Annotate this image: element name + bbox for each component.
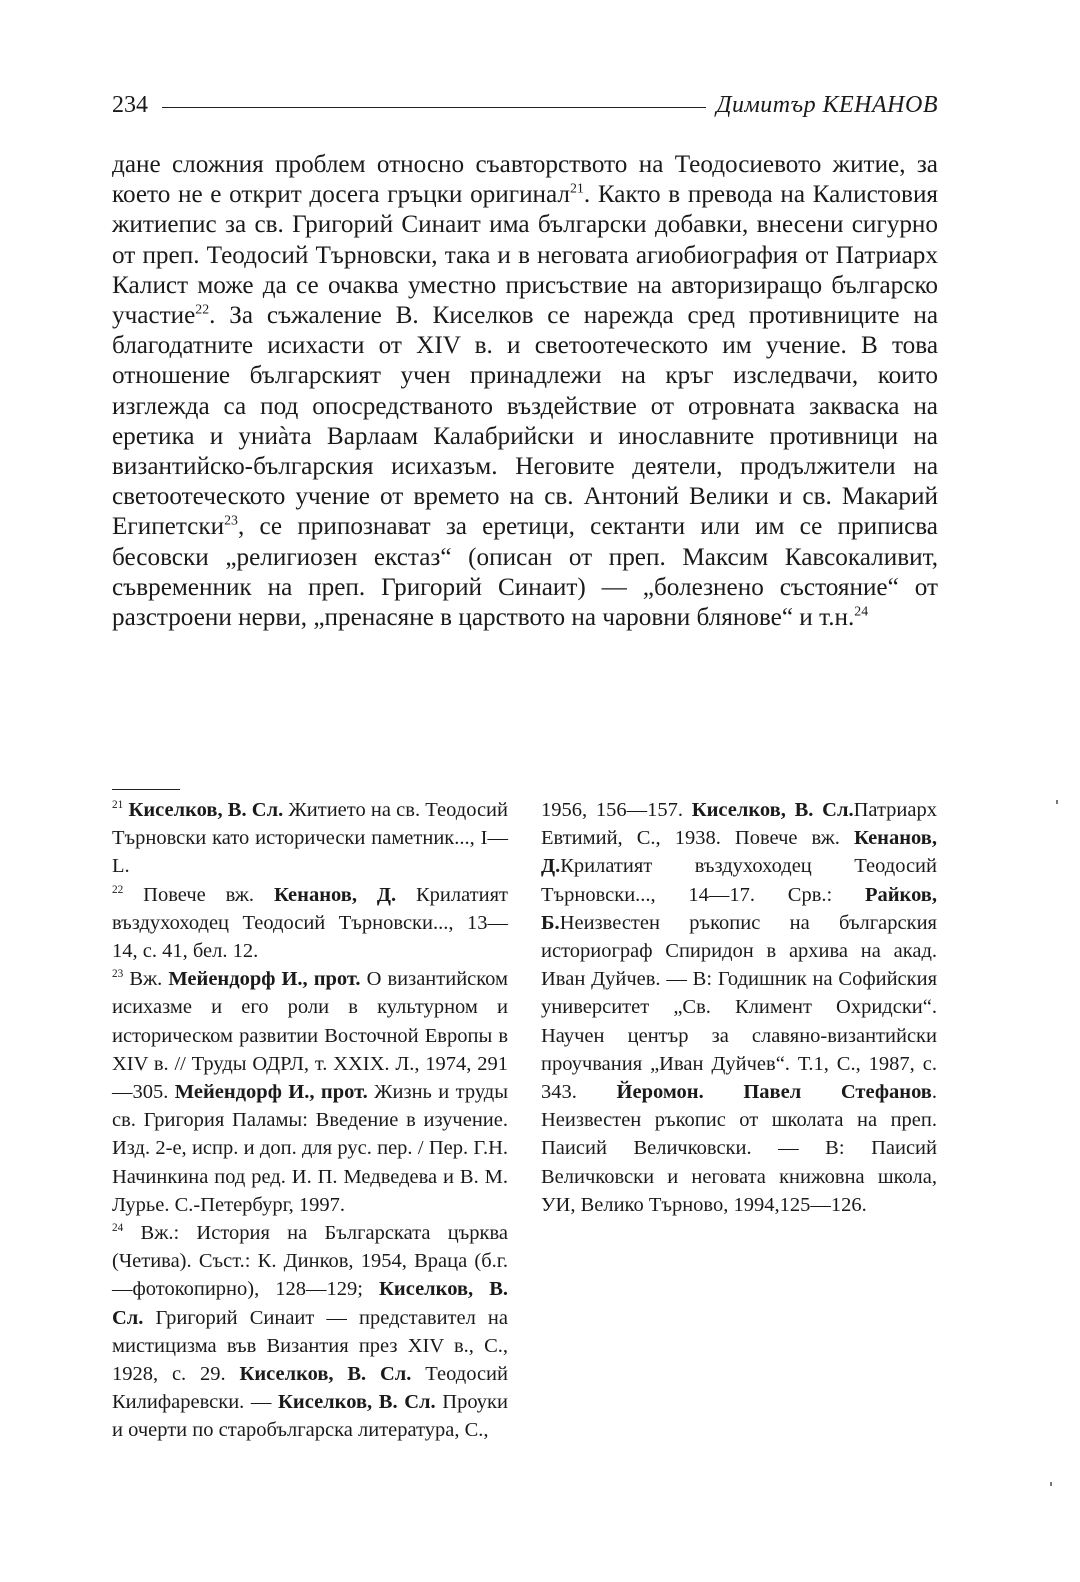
scan-speck [1050,1482,1052,1486]
cited-author: Мейендорф И., прот. [168,968,361,991]
cited-author: Киселков, В. Сл. [278,1391,436,1414]
footnote-ref-24[interactable]: 24 [854,603,869,619]
citation-text: О византийском исихазме и его роли в культурном и историческом развитии Восточной Европы в XIV в. // Труды ОДРЛ, т. XXIX. Л., 1974, 291—305. [112,968,509,1104]
citation-text: Патриарх Евтимий, С., 1938. Повече вж. [541,799,937,850]
body-text-1: дане сложния проблем относно съавторството на Теодосиевото житие, за което не е открит досега гръцки оригинал [112,151,938,209]
scan-speck [1056,800,1058,804]
footnote-number: 24 [112,1222,124,1235]
footnote-21 [112,796,508,881]
cited-author: Йеромон. Павел Стефанов [616,1081,932,1104]
footnote-number: 21 [112,799,124,812]
footnote-23 [112,965,508,1219]
citation-text: Вж.: История на Българската църква (Четива). Съст.: К. Динков, 1954, Враца (б.г. —фотокопирно), 128—129; [112,1222,508,1301]
citation-text: Крилатият въздухоходец Теодосий Търновски..., 13—14, с. 41, бел. 12. [112,883,509,963]
citation-text: 1956, 156—157. [541,799,692,821]
citation-text: Повече вж. [143,883,274,906]
footnote-ref-23[interactable]: 23 [224,512,238,528]
footnote-ref-21[interactable]: 21 [570,180,584,196]
citation-text: Житието на св. Теодосий Търновски като исторически паметник..., I—L. [112,799,508,878]
body-text-3: . За съжаление В. Киселков се нарежда сред противниците на благодатните исихасти от XIV в. и светоотеческото им учение. В това отношение българският учен принадлежи на кръг изследвачи, които изглежда са под опосредстваното въздействие от отровната закваска на еретика и униàта Варлаам Калабрийски и инославните противници на византийско-българския исихазъм. Неговите деятели, продължители на светоотеческото учение от времето на св. Антоний Велики и св. Макарий Египетски [112,302,938,541]
footnote-ref-22[interactable]: 22 [195,301,210,317]
footnotes-right-column [541,796,937,1219]
cited-author: Мейендорф И., прот. [174,1081,368,1104]
cited-author: Киселков, В. Сл. [691,799,854,821]
citation-text: Теодосий Килифаревски. — [112,1363,508,1414]
running-author: Димитър КЕНАНОВ [716,92,938,118]
citation-text: Крилатият въздухоходец Теодосий Търновски..., 14—17. Срв.: [541,855,937,906]
body-text-4: , се припознават за еретици, сектанти или им се приписва бесовски „религиозен екстаз“ (описан от преп. Максим Кавсокаливит, съвременник на преп. Григорий Синаит) — „болезнено състояние“ от разстроени нерви, „пренасяне в царството на чаровни блянове“ и т.н. [112,513,938,632]
citation-text: Неизвестен ръкопис на българския историограф Спиридон в архива на акад. Иван Дуйчев. — В: Годишник на Софийския университет „Св. Климент Охридски“. Научен център за славяно-византийски проучвания „Иван Дуйчев“. Т.1, С., 1987, с. 343. [541,911,937,1104]
citation-text: Проуки и очерти по старобългарска литература, С., [112,1391,508,1442]
footnote-24-continued [541,796,937,1219]
cited-author: Киселков, В. Сл. [128,799,284,821]
main-paragraph [112,150,938,633]
cited-author: Кенанов, Д. [273,883,397,906]
footnote-separator [112,789,180,790]
footnote-number: 23 [112,968,124,981]
citation-text: . Неизвестен ръкопис от школата на преп. Паисий Величковски. — В: Паисий Величковски и неговата книжовна школа, УИ, Велико Търново, 1994,125—126. [541,1081,938,1216]
citation-text: Григорий Синаит — представител на мистицизма във Византия през XIV в., С., 1928, с. 29. [112,1306,508,1386]
page-number: 234 [112,92,148,118]
footnote-24 [112,1219,508,1445]
cited-author: Киселков, В. Сл. [239,1363,412,1386]
body-text-2: . Както в превода на Калистовия житиепис за св. Григорий Синаит има български добавки, внесени сигурно от преп. Теодосий Търновски, така и в неговата агиобиография от Патриарх Калист може да се очаква уместно присъствие на авторизиращо българско участие [112,181,939,330]
footnote-number: 22 [112,883,124,896]
cited-author: Киселков, В. Сл. [112,1278,508,1329]
footnotes-left-column [112,796,508,1445]
header-rule [162,107,706,108]
citation-text: Жизнь и труды св. Григория Паламы: Введение в изучение. Изд. 2-е, испр. и доп. для рус. пер. / Пер. Г.Н. Начинкина под ред. И. П. Медведева и В. М. Лурье. С.-Петербург, 1997. [112,1081,509,1216]
footnote-22 [112,881,508,966]
cited-author: Кенанов, Д. [541,827,937,878]
running-header [112,92,938,119]
cited-author: Райков, Б. [541,883,937,934]
citation-text: Вж. [129,968,169,991]
